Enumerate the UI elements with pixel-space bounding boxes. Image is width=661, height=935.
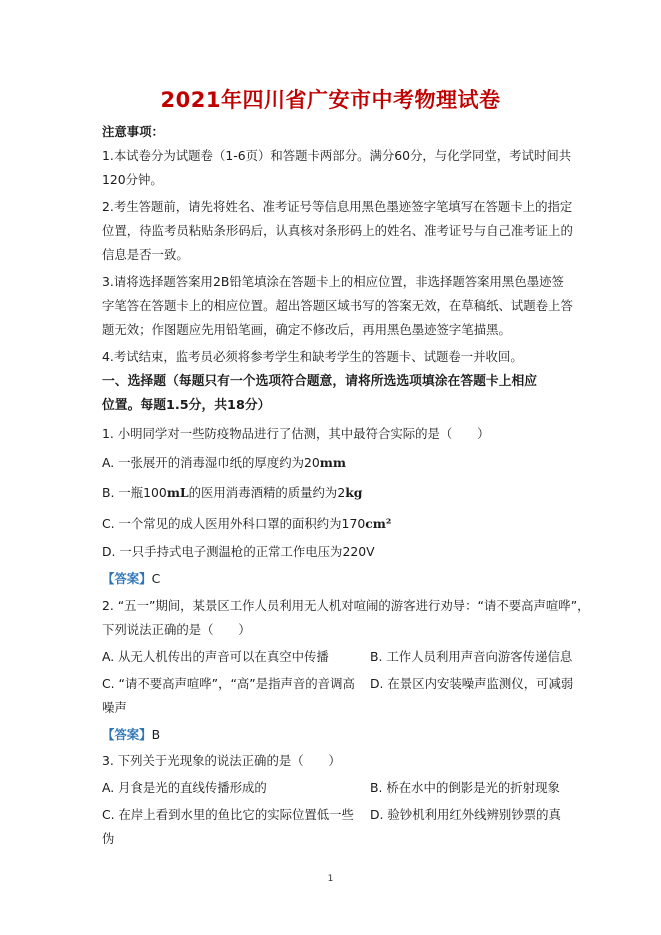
question-3-option-d-cont: 伪 bbox=[102, 831, 115, 846]
question-3-option-a: A. 月食是光的直线传播形成的 bbox=[102, 780, 267, 795]
notice-line: 题无效；作图题应先用铅笔画，确定不修改后，再用黑色墨迹签字笔描黑。 bbox=[102, 322, 511, 337]
question-2-stem: 2. “五一”期间，某景区工作人员利用无人机对喧闹的游客进行劝导：“请不要高声喧哗”， bbox=[102, 598, 590, 613]
section-heading-cont: 位置。每题1.5分，共18分） bbox=[102, 398, 271, 413]
question-3-option-c: C. 在岸上看到水里的鱼比它的实际位置低一些 bbox=[102, 807, 354, 822]
question-2-stem-cont: 下列说法正确的是（ ） bbox=[102, 622, 251, 637]
page-title: 2021年四川省广安市中考物理试卷 bbox=[160, 88, 501, 112]
question-2-option-b: B. 工作人员利用声音向游客传递信息 bbox=[370, 649, 573, 664]
question-1-option-d: D. 一只手持式电子测温枪的正常工作电压为220V bbox=[102, 544, 375, 559]
unit-label: kg bbox=[345, 485, 363, 500]
question-2-option-d: D. 在景区内安装噪声监测仪，可减弱 bbox=[370, 676, 574, 691]
question-3-stem: 3. 下列关于光现象的说法正确的是（ ） bbox=[102, 753, 341, 768]
answer-value: C bbox=[151, 571, 161, 586]
option-text: A. 一张展开的消毒湿巾纸的厚度约为20 bbox=[102, 455, 320, 470]
notice-line: 位置，待监考员粘贴条形码后，认真核对条形码上的姓名、准考证号与自己准考证上的 bbox=[102, 223, 573, 238]
notice-heading: 注意事项： bbox=[102, 124, 164, 139]
unit-label: mL bbox=[166, 485, 189, 500]
option-text: B. 一瓶100 bbox=[102, 485, 167, 500]
question-1-answer bbox=[102, 570, 160, 588]
notice-line: 字笔答在答题卡上的相应位置。超出答题区域书写的答案无效，在草稿纸、试题卷上答 bbox=[102, 298, 573, 313]
notice-line: 3.请将选择题答案用2B铅笔填涂在答题卡上的相应位置，非选择题答案用黑色墨迹签 bbox=[102, 274, 564, 289]
page-number: 1 bbox=[327, 874, 334, 884]
option-text: 的医用消毒酒精的质量约为2 bbox=[188, 485, 346, 500]
answer-value: B bbox=[151, 727, 161, 742]
question-2-option-c: C. “请不要高声喧哗”，“高”是指声音的音调高 bbox=[102, 676, 355, 691]
section-heading: 一、选择题（每题只有一个选项符合题意，请将所选选项填涂在答题卡上相应 bbox=[102, 374, 538, 389]
unit-label: cm² bbox=[365, 516, 392, 531]
question-2-option-d-cont: 噪声 bbox=[102, 700, 127, 715]
question-1-option-b bbox=[102, 484, 362, 502]
notice-line: 信息是否一致。 bbox=[102, 247, 189, 262]
answer-tag: 【答案】 bbox=[102, 571, 152, 586]
question-3-option-d: D. 验钞机利用红外线辨别钞票的真 bbox=[370, 807, 561, 822]
answer-tag: 【答案】 bbox=[102, 727, 152, 742]
notice-line: 2.考生答题前，请先将姓名、准考证号等信息用黑色墨迹签字笔填写在答题卡上的指定 bbox=[102, 199, 573, 214]
question-3-option-b: B. 桥在水中的倒影是光的折射现象 bbox=[370, 780, 560, 795]
unit-label: mm bbox=[319, 455, 346, 470]
notice-line: 1.本试卷分为试题卷（1-6页）和答题卡两部分。满分60分，与化学同堂，考试时间共 bbox=[102, 148, 572, 163]
question-2-option-a: A. 从无人机传出的声音可以在真空中传播 bbox=[102, 649, 329, 664]
question-1-option-a bbox=[102, 454, 346, 472]
notice-line: 120分钟。 bbox=[102, 172, 163, 187]
option-text: C. 一个常见的成人医用外科口罩的面积约为170 bbox=[102, 516, 366, 531]
question-1-option-c bbox=[102, 515, 391, 533]
question-2-answer bbox=[102, 726, 160, 744]
question-1-stem: 1. 小明同学对一些防疫物品进行了估测，其中最符合实际的是（ ） bbox=[102, 426, 490, 441]
notice-line: 4.考试结束，监考员必须将参考学生和缺考学生的答题卡、试题卷一并收回。 bbox=[102, 349, 523, 364]
